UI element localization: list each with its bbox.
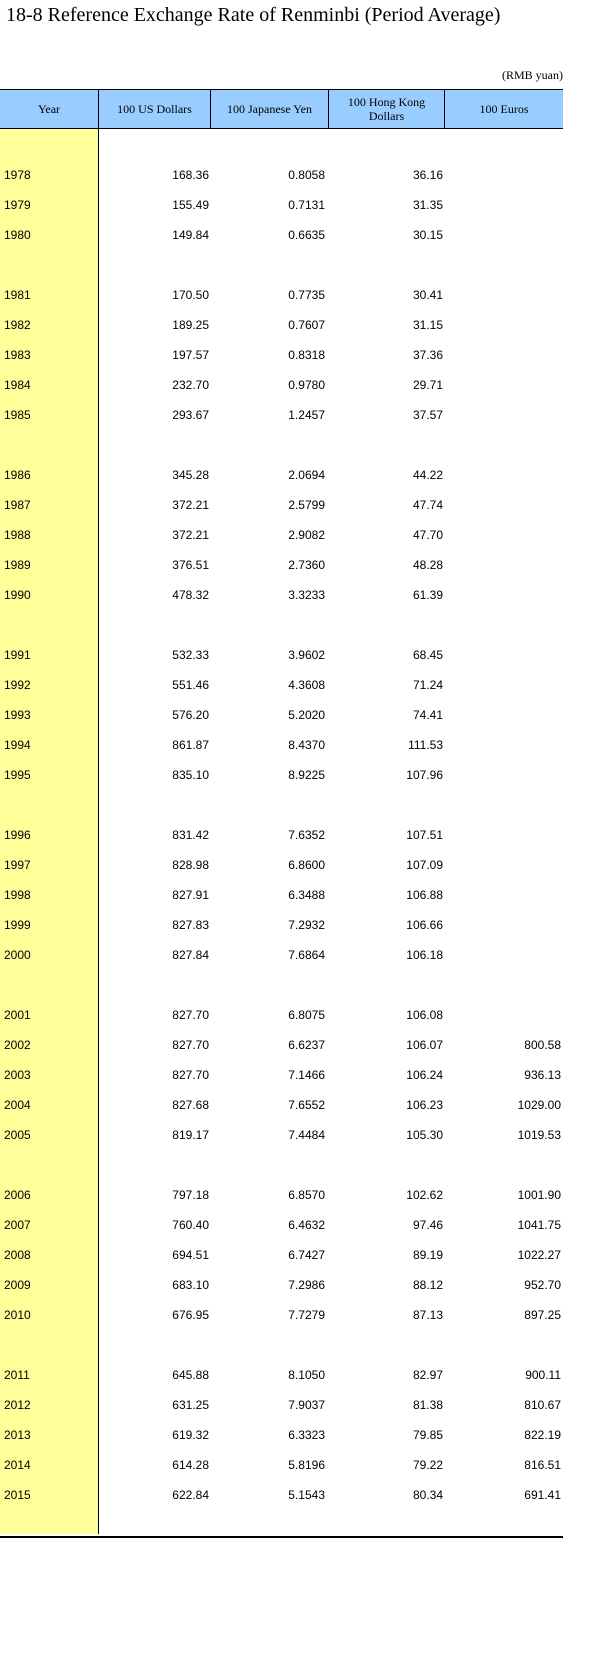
cell-year: 2007 [4,1218,31,1232]
cell-hkd: 107.96 [406,768,443,782]
cell-usd: 197.57 [172,348,209,362]
table-row [0,825,563,845]
cell-jpy: 6.6237 [288,1038,325,1052]
cell-year: 1995 [4,768,31,782]
cell-jpy: 6.7427 [288,1248,325,1262]
cell-jpy: 2.9082 [288,528,325,542]
table-row [0,285,563,305]
cell-jpy: 6.8600 [288,858,325,872]
cell-year: 2009 [4,1278,31,1292]
cell-hkd: 107.51 [406,828,443,842]
cell-hkd: 29.71 [412,378,443,392]
table-row [0,1395,563,1415]
table-row [0,585,563,605]
cell-eur: 936.13 [524,1068,561,1082]
cell-eur: 952.70 [524,1278,561,1292]
cell-hkd: 74.41 [412,708,443,722]
cell-year: 1978 [4,168,31,182]
cell-hkd: 37.36 [412,348,443,362]
cell-year: 2015 [4,1488,31,1502]
cell-hkd: 68.45 [412,648,443,662]
cell-usd: 478.32 [172,588,209,602]
cell-usd: 835.10 [172,768,209,782]
cell-hkd: 107.09 [406,858,443,872]
cell-usd: 827.70 [172,1068,209,1082]
unit-label: (RMB yuan) [502,68,563,82]
cell-year: 2012 [4,1398,31,1412]
cell-jpy: 3.3233 [288,588,325,602]
cell-year: 1991 [4,648,31,662]
cell-usd: 631.25 [172,1398,209,1412]
cell-jpy: 0.9780 [288,378,325,392]
cell-year: 2003 [4,1068,31,1082]
cell-hkd: 106.24 [406,1068,443,1082]
cell-year: 1999 [4,918,31,932]
cell-hkd: 37.57 [412,408,443,422]
cell-year: 2013 [4,1428,31,1442]
cell-hkd: 30.41 [412,288,443,302]
table-row [0,645,563,665]
cell-usd: 827.68 [172,1098,209,1112]
table-row [0,345,563,365]
cell-jpy: 8.4370 [288,738,325,752]
cell-usd: 532.33 [172,648,209,662]
cell-usd: 828.98 [172,858,209,872]
cell-year: 2002 [4,1038,31,1052]
cell-year: 1989 [4,558,31,572]
header-hkd: 100 Hong Kong Dollars [329,90,445,128]
table-row [0,1095,563,1115]
cell-hkd: 30.15 [412,228,443,242]
cell-hkd: 79.22 [412,1458,443,1472]
cell-jpy: 0.7607 [288,318,325,332]
cell-jpy: 2.0694 [288,468,325,482]
table-header [0,89,563,129]
cell-jpy: 7.6864 [288,948,325,962]
cell-jpy: 0.7131 [288,198,325,212]
cell-jpy: 6.8570 [288,1188,325,1202]
table-row [0,195,563,215]
cell-year: 1979 [4,198,31,212]
cell-hkd: 88.12 [412,1278,443,1292]
cell-hkd: 79.85 [412,1428,443,1442]
table-row [0,225,563,245]
table-row [0,765,563,785]
cell-usd: 170.50 [172,288,209,302]
cell-year: 1982 [4,318,31,332]
cell-eur: 1019.53 [517,1128,561,1142]
table-row [0,705,563,725]
cell-usd: 232.70 [172,378,209,392]
cell-hkd: 97.46 [412,1218,443,1232]
cell-jpy: 3.9602 [288,648,325,662]
cell-eur: 1022.27 [517,1248,561,1262]
cell-jpy: 6.3323 [288,1428,325,1442]
cell-year: 2014 [4,1458,31,1472]
cell-usd: 645.88 [172,1368,209,1382]
cell-eur: 800.58 [524,1038,561,1052]
cell-jpy: 0.6635 [288,228,325,242]
header-jpy: 100 Japanese Yen [211,90,329,128]
table-row [0,675,563,695]
cell-usd: 694.51 [172,1248,209,1262]
cell-usd: 622.84 [172,1488,209,1502]
cell-year: 1996 [4,828,31,842]
cell-year: 2008 [4,1248,31,1262]
cell-year: 1985 [4,408,31,422]
cell-eur: 691.41 [524,1488,561,1502]
cell-hkd: 47.70 [412,528,443,542]
table-row [0,555,563,575]
cell-usd: 168.36 [172,168,209,182]
cell-hkd: 105.30 [406,1128,443,1142]
cell-usd: 861.87 [172,738,209,752]
table-row [0,465,563,485]
cell-eur: 1041.75 [517,1218,561,1232]
page-title: 18-8 Reference Exchange Rate of Renminbi (Period Average) [6,4,501,26]
cell-year: 1986 [4,468,31,482]
cell-year: 1994 [4,738,31,752]
header-year: Year [0,90,99,128]
table-row [0,885,563,905]
cell-usd: 827.70 [172,1038,209,1052]
cell-hkd: 106.18 [406,948,443,962]
cell-usd: 376.51 [172,558,209,572]
cell-usd: 155.49 [172,198,209,212]
table-row [0,495,563,515]
table-row [0,735,563,755]
cell-year: 1984 [4,378,31,392]
cell-hkd: 111.53 [408,738,443,752]
cell-usd: 619.32 [172,1428,209,1442]
cell-year: 1983 [4,348,31,362]
cell-usd: 819.17 [172,1128,209,1142]
table-row [0,1125,563,1145]
cell-usd: 614.28 [172,1458,209,1472]
cell-usd: 345.28 [172,468,209,482]
cell-year: 1987 [4,498,31,512]
header-eur: 100 Euros [479,102,529,116]
cell-hkd: 36.16 [412,168,443,182]
cell-jpy: 7.4484 [288,1128,325,1142]
table-row [0,1275,563,1295]
cell-year: 1992 [4,678,31,692]
cell-jpy: 7.6352 [288,828,325,842]
cell-hkd: 81.38 [412,1398,443,1412]
cell-jpy: 7.6552 [288,1098,325,1112]
table-row [0,525,563,545]
cell-usd: 576.20 [172,708,209,722]
cell-year: 1980 [4,228,31,242]
cell-usd: 372.21 [172,528,209,542]
cell-hkd: 106.23 [406,1098,443,1112]
cell-hkd: 106.88 [406,888,443,902]
cell-jpy: 4.3608 [288,678,325,692]
cell-jpy: 7.7279 [288,1308,325,1322]
cell-usd: 551.46 [172,678,209,692]
cell-year: 1993 [4,708,31,722]
table-row [0,1185,563,1205]
table-row [0,945,563,965]
cell-year: 2010 [4,1308,31,1322]
cell-usd: 831.42 [172,828,209,842]
table-row [0,1455,563,1475]
table-row [0,1245,563,1265]
cell-hkd: 31.35 [412,198,443,212]
cell-jpy: 7.1466 [288,1068,325,1082]
table-row [0,1305,563,1325]
cell-jpy: 6.8075 [288,1008,325,1022]
cell-jpy: 0.7735 [288,288,325,302]
cell-year: 2001 [4,1008,31,1022]
cell-eur: 1001.90 [517,1188,561,1202]
table-row [0,1035,563,1055]
table-row [0,375,563,395]
cell-usd: 797.18 [172,1188,209,1202]
cell-usd: 827.84 [172,948,209,962]
table-row [0,1365,563,1385]
cell-eur: 900.11 [525,1368,561,1382]
table-row [0,405,563,425]
table-row [0,915,563,935]
cell-usd: 372.21 [172,498,209,512]
cell-hkd: 80.34 [412,1488,443,1502]
cell-eur: 897.25 [524,1308,561,1322]
cell-hkd: 31.15 [412,318,443,332]
cell-eur: 816.51 [524,1458,561,1472]
cell-jpy: 7.2986 [288,1278,325,1292]
exchange-rate-table [0,89,563,1538]
cell-jpy: 0.8058 [288,168,325,182]
table-row [0,855,563,875]
cell-usd: 676.95 [172,1308,209,1322]
cell-hkd: 106.08 [406,1008,443,1022]
cell-hkd: 47.74 [412,498,443,512]
cell-usd: 827.91 [172,888,209,902]
cell-year: 1981 [4,288,31,302]
cell-hkd: 61.39 [412,588,443,602]
cell-jpy: 7.2932 [288,918,325,932]
cell-usd: 683.10 [172,1278,209,1292]
cell-usd: 827.83 [172,918,209,932]
cell-hkd: 106.66 [406,918,443,932]
cell-hkd: 87.13 [412,1308,443,1322]
cell-eur: 810.67 [524,1398,561,1412]
cell-jpy: 1.2457 [288,408,325,422]
cell-usd: 293.67 [172,408,209,422]
cell-hkd: 82.97 [412,1368,443,1382]
cell-year: 2011 [4,1368,30,1382]
cell-jpy: 2.7360 [288,558,325,572]
cell-hkd: 89.19 [412,1248,443,1262]
cell-usd: 760.40 [172,1218,209,1232]
cell-year: 2005 [4,1128,31,1142]
cell-year: 2000 [4,948,31,962]
table-row [0,1065,563,1085]
cell-jpy: 5.2020 [288,708,325,722]
cell-hkd: 48.28 [412,558,443,572]
cell-eur: 822.19 [524,1428,561,1442]
cell-jpy: 8.1050 [288,1368,325,1382]
cell-year: 2006 [4,1188,31,1202]
cell-jpy: 5.1543 [288,1488,325,1502]
cell-year: 1988 [4,528,31,542]
cell-jpy: 7.9037 [288,1398,325,1412]
cell-jpy: 0.8318 [288,348,325,362]
table-row [0,315,563,335]
cell-usd: 189.25 [172,318,209,332]
cell-hkd: 106.07 [406,1038,443,1052]
table-row [0,1215,563,1235]
cell-year: 1998 [4,888,31,902]
cell-jpy: 2.5799 [288,498,325,512]
cell-year: 1997 [4,858,31,872]
cell-usd: 149.84 [172,228,209,242]
cell-year: 1990 [4,588,31,602]
cell-year: 2004 [4,1098,31,1112]
table-row [0,1425,563,1445]
header-usd: 100 US Dollars [99,90,211,128]
table-row [0,165,563,185]
cell-jpy: 6.3488 [288,888,325,902]
cell-hkd: 71.24 [412,678,443,692]
cell-jpy: 8.9225 [288,768,325,782]
table-row [0,1005,563,1025]
cell-eur: 1029.00 [517,1098,561,1112]
cell-hkd: 102.62 [406,1188,443,1202]
table-row [0,1485,563,1505]
cell-hkd: 44.22 [412,468,443,482]
cell-jpy: 5.8196 [288,1458,325,1472]
cell-jpy: 6.4632 [288,1218,325,1232]
cell-usd: 827.70 [172,1008,209,1022]
